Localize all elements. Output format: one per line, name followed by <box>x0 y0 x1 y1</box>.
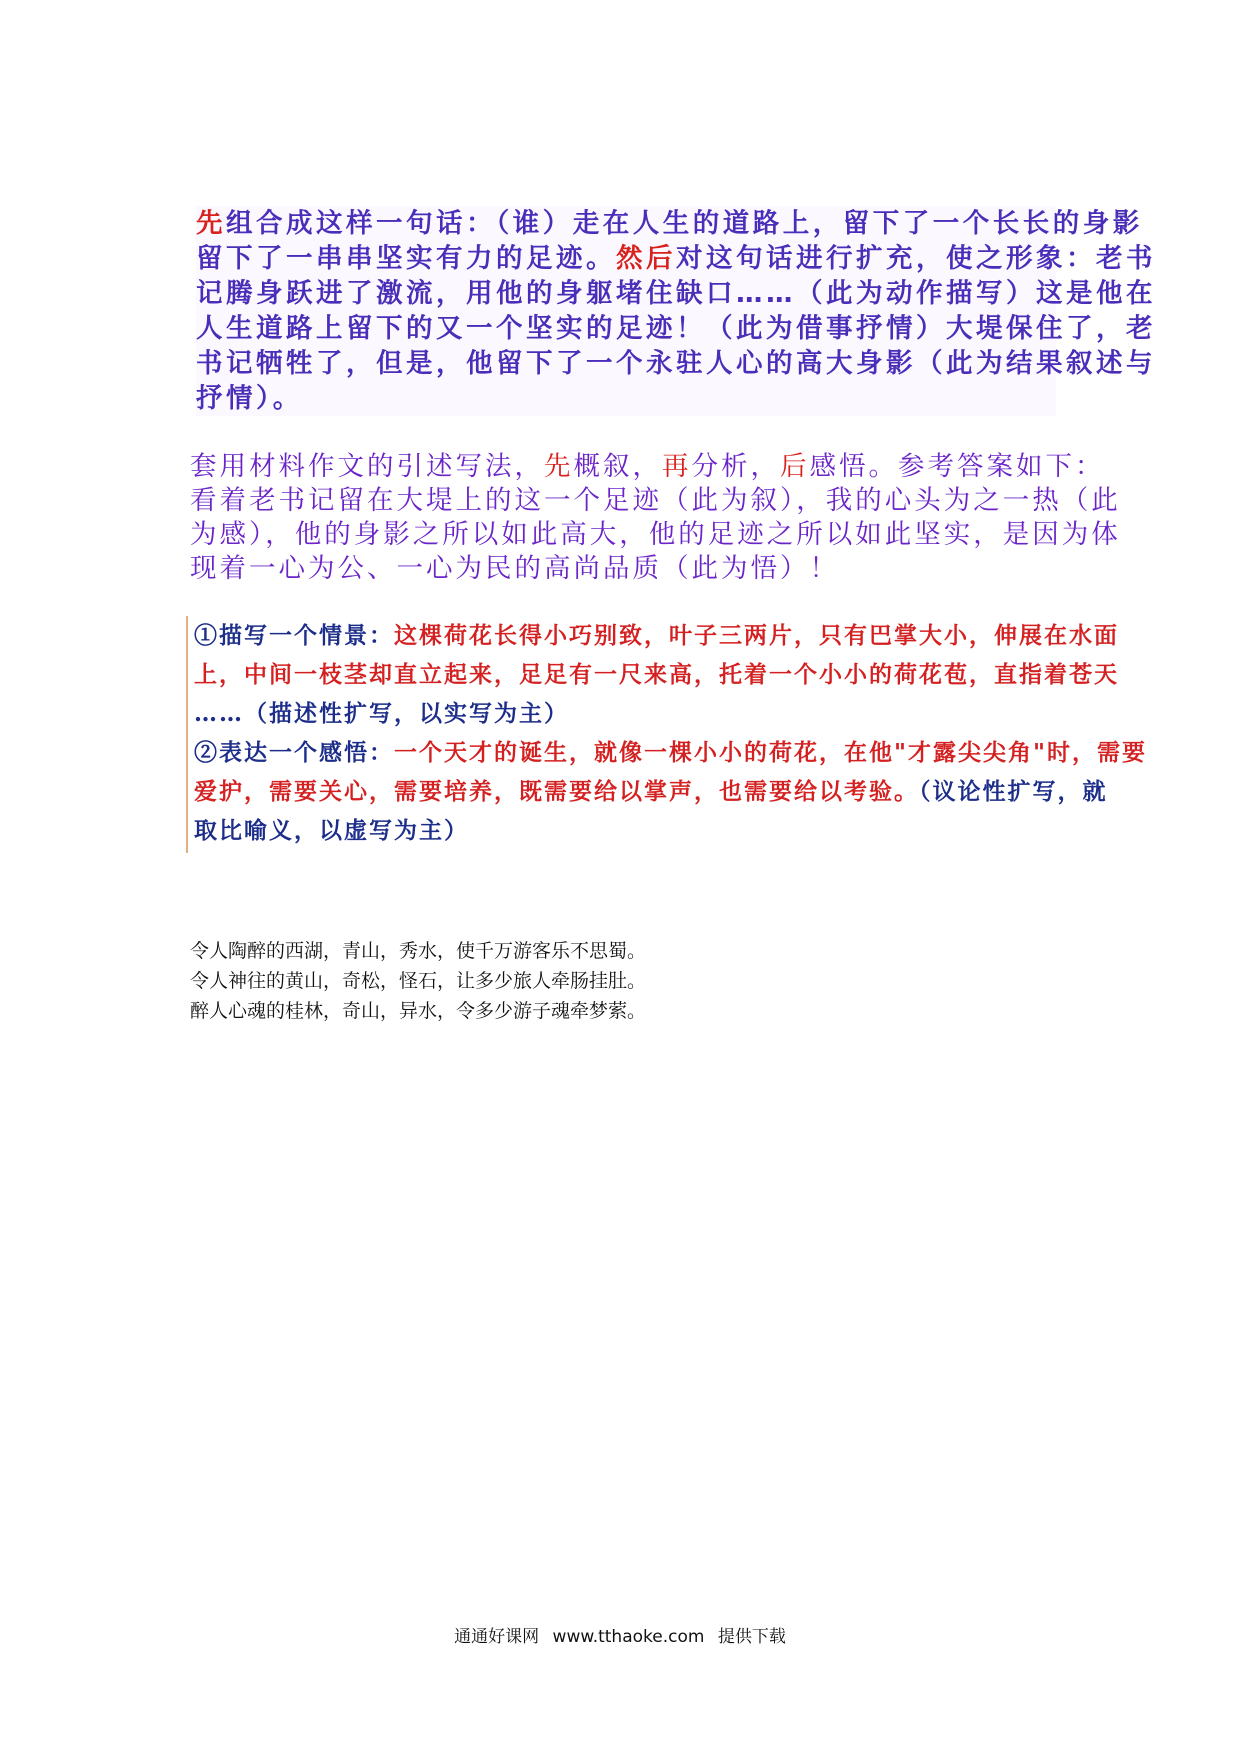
paragraph-line <box>196 241 1156 276</box>
paragraph-line: 现着一心为公、一心为民的高尚品质（此为悟）！ <box>190 553 839 584</box>
item-heading: ①描写一个情景： <box>194 622 394 649</box>
paragraph-line <box>190 450 1105 484</box>
paragraph-line <box>188 616 1119 655</box>
footer-url: www.tthaoke.com <box>552 1627 705 1647</box>
page-footer <box>0 1622 1240 1647</box>
keyword-again: 再 <box>662 451 692 482</box>
line-text: 套用材料作文的引述写法， <box>190 451 544 482</box>
keyword-after: 后 <box>780 451 810 482</box>
item-heading: ②表达一个感悟： <box>194 739 394 766</box>
line-text: 感悟。参考答案如下： <box>809 451 1105 482</box>
line-text: 概叙， <box>573 451 662 482</box>
sentence-line: 醉人心魂的桂林，奇山，异水，令多少游子魂牵梦萦。 <box>190 1000 647 1022</box>
footer-site-name: 通通好课网 <box>454 1627 540 1647</box>
citation-method-paragraph <box>190 450 1121 586</box>
paragraph-line: 为感），他的身影之所以如此高大，他的足迹之所以如此坚实，是因为体 <box>190 519 1121 550</box>
line-text: （议论性扩写，就 <box>919 778 1108 805</box>
lotus-example-box <box>186 616 1147 853</box>
line-text: 留下了一串串坚实有力的足迹。 <box>196 243 616 274</box>
footer-suffix: 提供下载 <box>717 1627 786 1647</box>
paragraph-line: 上，中间一枝茎却直立起来，足足有一尺来高，托着一个小小的荷花苞，直指着苍天 <box>194 661 1119 688</box>
keyword-first: 先 <box>196 208 226 239</box>
line-text: 分析， <box>691 451 780 482</box>
line-text: 对这句话进行扩充，使之形象：老书 <box>676 243 1156 274</box>
paragraph-line: 看着老书记留在大堤上的这一个足迹（此为叙），我的心头为之一热（此 <box>190 485 1121 516</box>
paragraph-line: ……（描述性扩写，以实写为主） <box>194 700 569 727</box>
line-text: 爱护，需要关心，需要培养，既需要给以掌声，也需要给以考验。 <box>194 778 919 805</box>
sentence-line: 令人陶醉的西湖，青山，秀水，使千万游客乐不思蜀。 <box>190 940 647 962</box>
paragraph-line: 记腾身跃进了激流，用他的身躯堵住缺口……（此为动作描写）这是他在 <box>196 278 1156 309</box>
paragraph-line: 人生道路上留下的又一个坚实的足迹！（此为借事抒情）大堤保住了，老 <box>196 313 1156 344</box>
paragraph-line: 取比喻义，以虚写为主） <box>194 817 469 844</box>
paragraph-line: 书记牺牲了，但是，他留下了一个永驻人心的高大身影（此为结果叙述与 <box>196 348 1156 379</box>
paragraph-line <box>196 206 1143 241</box>
sentence-line: 令人神往的黄山，奇松，怪石，让多少旅人牵肠挂肚。 <box>190 970 647 992</box>
keyword-then: 然后 <box>616 243 676 274</box>
scenery-sentences <box>190 936 646 1026</box>
keyword-first: 先 <box>544 451 574 482</box>
paragraph-line <box>188 772 1108 811</box>
line-text: 组合成这样一句话：（谁）走在人生的道路上，留下了一个长长的身影 <box>226 208 1143 239</box>
paragraph-line: 抒情）。 <box>196 383 303 414</box>
line-text: 一个天才的诞生，就像一棵小小的荷花，在他"才露尖尖角"时，需要 <box>394 739 1147 766</box>
paragraph-line <box>188 733 1147 772</box>
line-text: 这棵荷花长得小巧别致，叶子三两片，只有巴掌大小，伸展在水面 <box>394 622 1119 649</box>
expansion-example-paragraph <box>196 206 1156 416</box>
